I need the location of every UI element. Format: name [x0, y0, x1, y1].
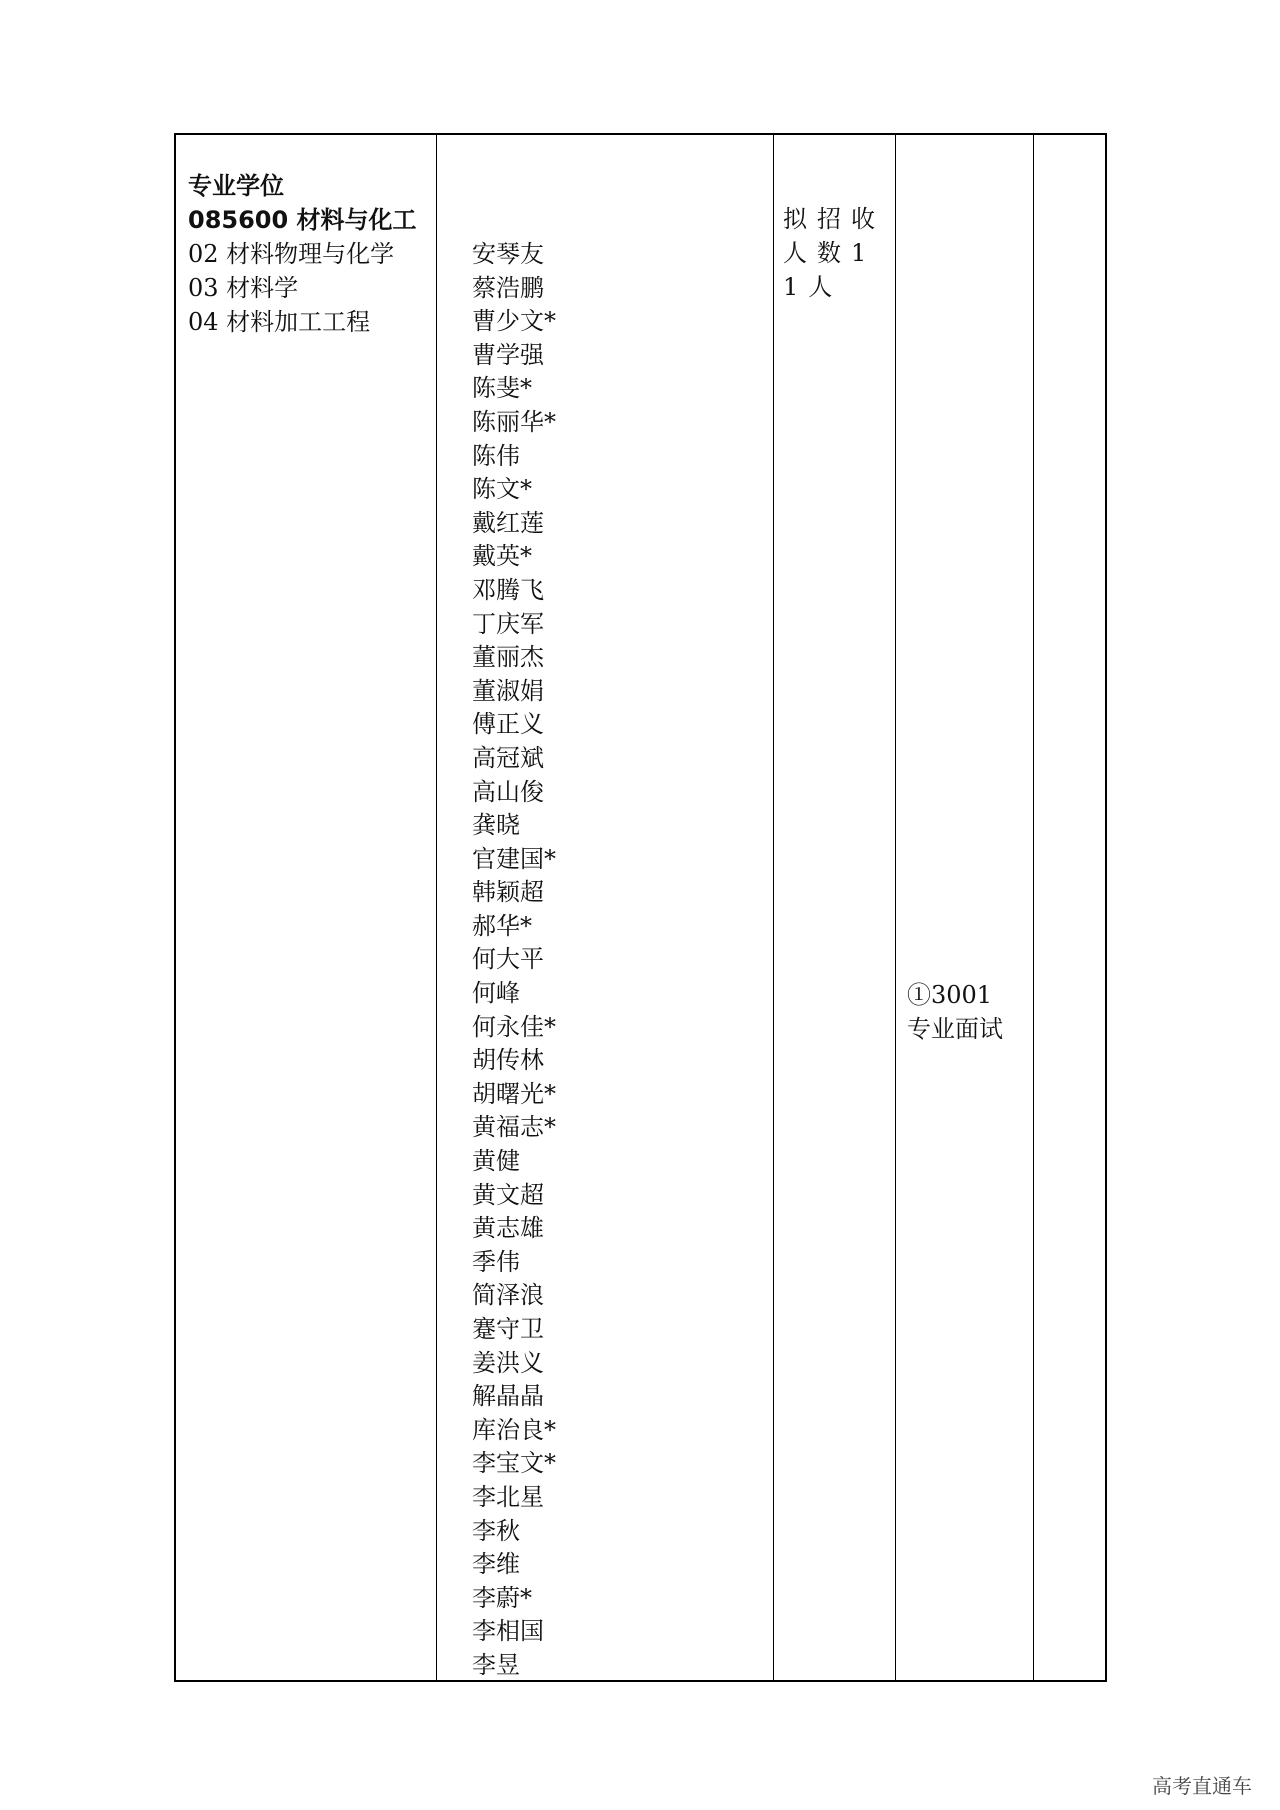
supervisor-name: 李昱 — [472, 1650, 520, 1679]
supervisor-name: 丁庆军 — [472, 609, 544, 638]
supervisor-cell — [436, 135, 773, 1680]
supervisor-name: 何峰 — [472, 979, 520, 1008]
supervisor-name: 胡传林 — [472, 1046, 544, 1075]
supervisor-list — [472, 238, 773, 1683]
supervisor-name: 戴英* — [472, 542, 532, 571]
supervisor-name: 高冠斌 — [472, 743, 544, 772]
direction-list — [188, 237, 436, 339]
supervisor-name: 郝华* — [472, 911, 532, 940]
supervisor-name: 邓腾飞 — [472, 575, 544, 604]
supervisor-name: 黄福志* — [472, 1113, 556, 1142]
supervisor-name: 董丽杰 — [472, 643, 544, 672]
notes-cell — [1033, 135, 1109, 1680]
watermark-text: 高考直通车 — [1152, 1774, 1252, 1798]
supervisor-name: 李相国 — [472, 1617, 544, 1646]
direction-item: 04 材料加工工程 — [188, 308, 371, 336]
supervisor-name: 李蔚* — [472, 1583, 532, 1612]
supervisor-name: 何大平 — [472, 945, 544, 974]
supervisor-name: 曹学强 — [472, 340, 544, 369]
supervisor-name: 李维 — [472, 1550, 520, 1579]
exam-subject: ①3001 专业面试 — [907, 981, 1003, 1043]
supervisor-name: 李宝文* — [472, 1449, 556, 1478]
supervisor-name: 傅正义 — [472, 710, 544, 739]
plan-cell — [773, 135, 895, 1680]
supervisor-name: 蔡浩鹏 — [472, 273, 544, 302]
supervisor-name: 黄志雄 — [472, 1214, 544, 1243]
direction-item: 03 材料学 — [188, 274, 299, 302]
program-code-name: 085600 材料与化工 — [188, 206, 417, 234]
supervisor-name: 戴红莲 — [472, 508, 544, 537]
supervisor-name: 库治良* — [472, 1415, 556, 1444]
supervisor-name: 李秋 — [472, 1516, 520, 1545]
supervisor-name: 简泽浪 — [472, 1281, 544, 1310]
supervisor-name: 高山俊 — [472, 777, 544, 806]
supervisor-name: 黄文超 — [472, 1180, 544, 1209]
supervisor-name: 陈丽华* — [472, 407, 556, 436]
supervisor-name: 陈文* — [472, 475, 532, 504]
supervisor-name: 董淑娟 — [472, 676, 544, 705]
enrollment-plan: 拟招收人数11人 — [783, 205, 885, 301]
degree-category: 专业学位 — [188, 172, 284, 200]
supervisor-name: 姜洪义 — [472, 1348, 544, 1377]
supervisor-name: 曹少文* — [472, 307, 556, 336]
supervisor-name: 安琴友 — [472, 240, 544, 268]
supervisor-name: 龚晓 — [472, 811, 520, 840]
supervisor-name: 黄健 — [472, 1147, 520, 1176]
exam-cell — [895, 135, 1033, 1680]
supervisor-name: 李北星 — [472, 1482, 544, 1511]
supervisor-name: 季伟 — [472, 1247, 520, 1276]
supervisor-name: 陈伟 — [472, 441, 520, 470]
admissions-table — [174, 133, 1107, 1682]
supervisor-name: 韩颖超 — [472, 878, 544, 907]
supervisor-name: 何永佳* — [472, 1012, 556, 1041]
direction-item: 02 材料物理与化学 — [188, 240, 395, 268]
supervisor-name: 胡曙光* — [472, 1079, 556, 1108]
supervisor-name: 陈斐* — [472, 374, 532, 403]
supervisor-name: 蹇守卫 — [472, 1315, 544, 1343]
program-cell — [176, 135, 436, 1680]
supervisor-name: 解晶晶 — [472, 1382, 544, 1411]
supervisor-name: 官建国* — [472, 844, 556, 873]
